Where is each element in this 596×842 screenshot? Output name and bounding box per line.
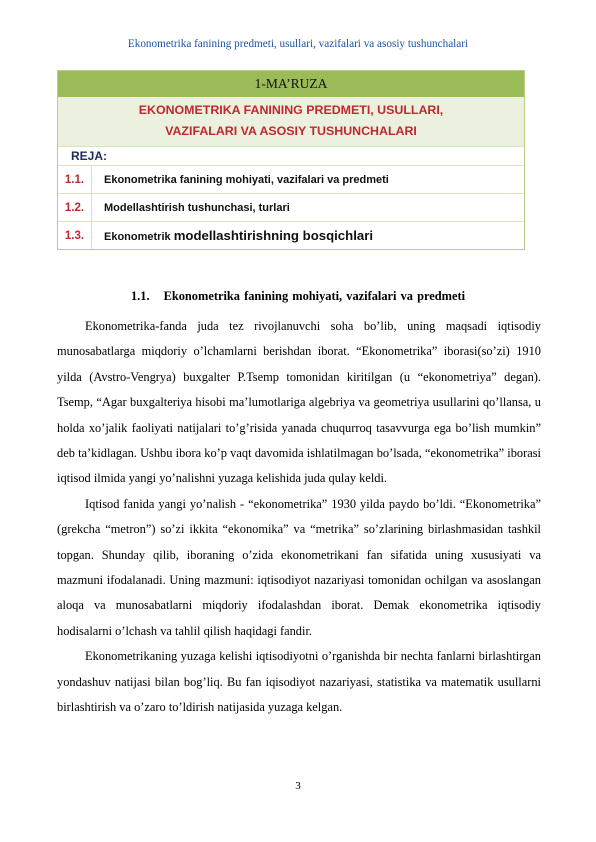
plan-item-text: Ekonometrika fanining mohiyati, vazifalari va predmeti bbox=[104, 173, 389, 186]
lecture-title bbox=[58, 97, 524, 147]
section-number: 1.1. bbox=[130, 289, 150, 303]
plan-item-text-small: Ekonometrik bbox=[104, 231, 174, 243]
paragraph: Ekonometrika-fanda juda tez rivojlanuvchi soha bo’lib, uning maqsadi iqtisodiy munosabatlarga miqdoriy o’lchamlarni berishdan iborat. “Ekonometrika” iborasi(so’zi) 1910 yilda (Avstro-Vengrya) buxgalter P.Tsemp tomonidan kiritilgan (u “ekonometriya” degan). Tsemp, “Agar buxgalteriya hisobi ma’lumotlariga algebriya va geometriya usullarini qo’llansa, u holda xo’jalik faoliyati natijalari to’g’risida yanada chuqurroq tasavvurga ega bo’lish mumkin” deb ta’kidlagan. Ushbu ibora ko’p vaqt davomida ishlatilmagan bo’lsada, “ekonometrika” iborasi iqtisod ilmida yangi yo’nalishni yuzaga kelishida juda qulay keldi. bbox=[57, 319, 541, 486]
page-number: 3 bbox=[295, 780, 301, 792]
running-header: Ekonometrika fanining predmeti, usullari, vazifalari va asosiy tushunchalari bbox=[127, 38, 469, 50]
plan-label: REJA: bbox=[58, 147, 524, 166]
plan-item-number: 1.2. bbox=[58, 194, 92, 221]
plan-item-number: 1.3. bbox=[58, 222, 92, 249]
lecture-info-box bbox=[57, 70, 525, 250]
plan-item bbox=[58, 222, 524, 249]
plan-item-text bbox=[92, 228, 373, 243]
plan-item-number: 1.1. bbox=[58, 166, 92, 193]
lecture-label: 1-MA’RUZA bbox=[58, 71, 524, 97]
plan-item bbox=[58, 194, 524, 222]
section-title: Ekonometrika fanining mohiyati, vazifalari va predmeti bbox=[163, 289, 466, 303]
body-text bbox=[57, 314, 541, 721]
plan-item-text: Modellashtirish tushunchasi, turlari bbox=[104, 201, 290, 214]
paragraph: Iqtisod fanida yangi yo’nalish - “ekonometrika” 1930 yilda paydo bo’ldi. “Ekonometrika” (grekcha “metron”) so’zi ikkita “ekonomika” va “metrika” so’zlarining birlashmasidan tashkil topgan. Shunday qilib, iboraning o’zida ekonometrikani fan sifatida uning xususiyati va mazmuni ifodalanadi. Uning mazmuni: iqtisodiyot nazariyasi tomonidan ochilgan va asoslangan aloqa va munosabatlarni miqdoriy ifodalashdan iborat. Demak ekonometrika iqtisodiy hodisalarni o’lchash va tahlil qilish haqidagi fandir. bbox=[57, 496, 541, 638]
plan-item bbox=[58, 166, 524, 194]
section-heading bbox=[0, 289, 596, 304]
lecture-title-line-2: VAZIFALARI VA ASOSIY TUSHUNCHALARI bbox=[165, 124, 417, 138]
plan-item-text-large: modellashtirishning bosqichlari bbox=[173, 228, 373, 243]
lecture-title-line-1: EKONOMETRIKA FANINING PREDMETI, USULLARI, bbox=[138, 103, 444, 117]
paragraph: Ekonometrikaning yuzaga kelishi iqtisodiyotni o’rganishda bir nechta fanlarni birlashtirgan yondashuv natijasi bilan bog’liq. Bu fan iqisodiyot nazariyasi, statistika va matematik usullarni birlashtirish va o’zaro to’ldirish natijasida yuzaga kelgan. bbox=[57, 649, 541, 715]
